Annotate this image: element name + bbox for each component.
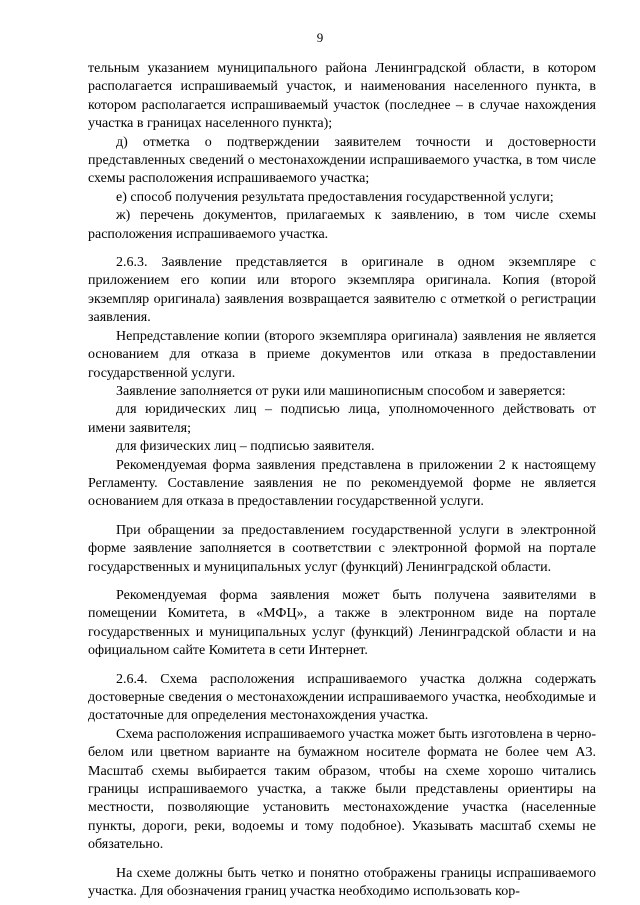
- paragraph: Непредставление копии (второго экземпляра оригинала) заявления не является основанием для отказа в приеме документов или отказа в предоставлении государственной услуги.: [88, 328, 596, 381]
- paragraph: Рекомендуемая форма заявления представлена в приложении 2 к настоящему Регламенту. Составление заявления не по рекомендуемой форме не является основанием для отказа в предоставлении государственной услуги.: [88, 457, 596, 510]
- page-number: 9: [316, 30, 324, 45]
- paragraph: 2.6.4. Схема расположения испрашиваемого участка должна содержать достоверные сведения о местонахождении испрашиваемого участка, необходимые и достаточные для определения местонахождения участка.: [88, 671, 596, 724]
- paragraph: Схема расположения испрашиваемого участка может быть изготовлена в черно-белом или цветном варианте на бумажном носителе формата не более чем А3. Масштаб схемы выбирается таким образом, чтобы на схеме хорошо читались границы испрашиваемого участка, а также были представлены ориентиры на местности, позволяющие установить местонахождение участка (населенные пункты, дороги, реки, водоемы и тому подобное). Указывать масштаб схемы не обязательно.: [88, 726, 596, 853]
- paragraph: Рекомендуемая форма заявления может быть получена заявителями в помещении Комитета, в «МФЦ», а также в электронном виде на портале государственных и муниципальных услуг (функций) Ленинградской области и на официальном сайте Комитета в сети Интернет.: [88, 587, 596, 659]
- paragraph: тельным указанием муниципального района Ленинградской области, в котором располагается испрашиваемый участок, и наименования населенного пункта, в котором располагается испрашиваемый участок (последнее – в случае нахождения участка в границах населенного пункта);: [88, 61, 596, 132]
- paragraph: д) отметка о подтверждении заявителем точности и достоверности представленных сведений о местонахождении испрашиваемого участка, в том числе схемы расположения испрашиваемого участка;: [88, 134, 596, 187]
- paragraph: На схеме должны быть четко и понятно отображены границы испрашиваемого участка. Для обозначения границ участка необходимо использовать кор-: [88, 865, 596, 900]
- paragraph: ж) перечень документов, прилагаемых к заявлению, в том числе схемы расположения испрашиваемого участка.: [88, 208, 596, 242]
- paragraph: для юридических лиц – подписью лица, уполномоченного действовать от имени заявителя;: [88, 402, 596, 436]
- paragraph: При обращении за предоставлением государственной услуги в электронной форме заявление заполняется в соответствии с электронной формой на портале государственных и муниципальных услуг (функций) Ленинградской области.: [88, 522, 596, 575]
- paragraph: для физических лиц – подписью заявителя.: [116, 439, 375, 455]
- paragraph: Заявление заполняется от руки или машинописным способом и заверяется:: [116, 383, 566, 399]
- paragraph: е) способ получения результата предоставления государственной услуги;: [116, 189, 554, 205]
- document-body: [88, 60, 596, 901]
- paragraph: 2.6.3. Заявление представляется в оригинале в одном экземпляре с приложением его копии или второго экземпляра оригинала. Копия (второй экземпляр оригинала) заявления возвращается заявителю с отметкой о регистрации заявления.: [88, 255, 596, 326]
